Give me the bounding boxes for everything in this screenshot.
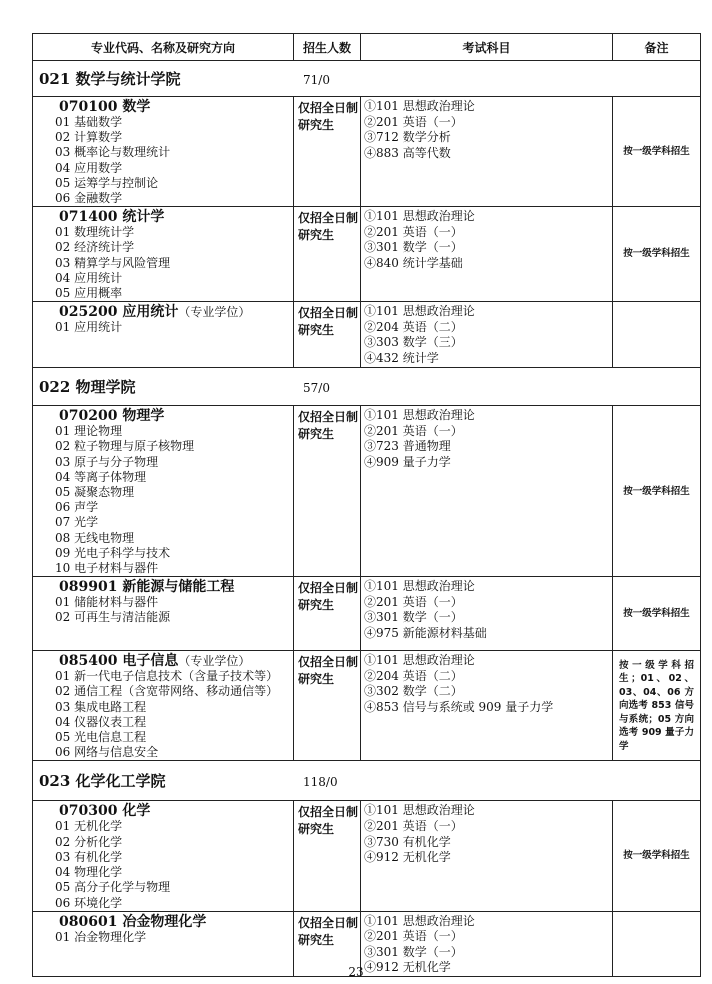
header-major: 专业代码、名称及研究方向 [33, 34, 294, 61]
page-number: 23 [348, 965, 364, 979]
major-row [33, 302, 701, 368]
exam-subject: ④840 统计学基础 [364, 256, 463, 270]
exam-subject: ②201 英语（一） [364, 114, 463, 129]
note: 按一级学科招生 [613, 406, 701, 577]
research-direction: 01 新一代电子信息技术（含量子技术等） [55, 669, 279, 684]
exam-subject: ②201 英语（一） [364, 594, 463, 609]
enrollment-type: 仅招全日制研究生 [294, 651, 361, 761]
major-name: 统计学 [122, 209, 165, 226]
exam-subject: ①101 思想政治理论 [364, 913, 475, 928]
exam-subject: ①101 思想政治理论 [364, 653, 475, 668]
major-row [33, 97, 701, 207]
major-code: 085400 [59, 653, 118, 670]
enrollment-type: 仅招全日制研究生 [294, 406, 361, 577]
exam-subject: ③712 数学分析 [364, 130, 451, 145]
header-count: 招生人数 [294, 34, 361, 61]
research-direction: 01 理论物理 [55, 424, 123, 439]
exam-subject: ②201 英语（一） [364, 819, 463, 834]
exam-subject: ③730 有机化学 [364, 834, 451, 849]
enrollment-type: 仅招全日制研究生 [294, 302, 361, 368]
college-count: 71/0 [303, 73, 330, 87]
exam-subject: ①101 思想政治理论 [364, 304, 475, 319]
research-direction: 04 应用数学 [55, 160, 123, 175]
exam-subject: ④883 高等代数 [364, 145, 451, 160]
research-direction: 03 原子与分子物理 [55, 454, 159, 469]
research-direction: 01 储能材料与器件 [55, 595, 159, 610]
major-code: 025200 [59, 304, 118, 321]
exam-subject: ④975 新能源材料基础 [364, 626, 487, 641]
admission-table [32, 33, 701, 977]
exam-subject: ①101 思想政治理论 [364, 803, 475, 818]
major-row [33, 406, 701, 577]
research-direction: 03 有机化学 [55, 849, 123, 864]
major-title [59, 653, 293, 669]
exam-subject: ②201 英语（一） [364, 224, 463, 239]
research-direction: 06 网络与信息安全 [55, 745, 159, 760]
major-title [59, 304, 293, 320]
research-direction: 01 基础数学 [55, 115, 123, 129]
note: 按一级学科招生 [613, 801, 701, 911]
research-direction: 03 精算学与风险管理 [55, 255, 171, 270]
exam-subject: ④853 信号与系统或 909 量子力学 [364, 700, 554, 715]
research-direction: 02 粒子物理与原子核物理 [55, 439, 195, 454]
exam-subject: ②204 英语（二） [364, 319, 463, 334]
enrollment-type: 仅招全日制研究生 [294, 577, 361, 651]
research-direction: 06 环境化学 [55, 895, 123, 910]
research-direction: 02 经济统计学 [55, 240, 135, 255]
research-direction: 04 等离子体物理 [55, 469, 147, 484]
exam-subject: ③302 数学（二） [364, 684, 463, 699]
header-notes: 备注 [613, 34, 701, 61]
enrollment-type: 仅招全日制研究生 [294, 801, 361, 911]
major-name: 化学 [122, 803, 151, 820]
exam-subject: ③301 数学（一） [364, 610, 463, 625]
note: 按一级学科招生 [613, 577, 701, 651]
major-degree-type: （专业学位） [178, 305, 251, 320]
research-direction: 02 分析化学 [55, 834, 123, 849]
major-name: 数学 [122, 99, 151, 115]
major-title [59, 209, 293, 225]
college-row [33, 761, 701, 801]
major-row [33, 207, 701, 302]
table-header [33, 34, 701, 61]
research-direction: 05 凝聚态物理 [55, 485, 135, 500]
major-title [59, 803, 293, 819]
college-row [33, 61, 701, 97]
research-direction: 02 可再生与清洁能源 [55, 610, 171, 625]
note: 按一级学科招生；01、02、03、04、06 方向选考 853 信号与系统；05 方向选考 909 量子力学 [613, 651, 701, 761]
research-direction: 04 仪器仪表工程 [55, 714, 147, 729]
college-count: 57/0 [303, 381, 330, 396]
exam-subject: ②201 英语（一） [364, 423, 463, 438]
research-direction: 01 应用统计 [55, 320, 123, 335]
major-name: 物理学 [122, 408, 165, 425]
exam-subject: ③723 普通物理 [364, 439, 451, 454]
research-direction: 05 光电信息工程 [55, 730, 147, 745]
exam-subject: ③301 数学（一） [364, 240, 463, 255]
exam-subject: ④432 统计学 [364, 351, 439, 366]
major-name: 新能源与储能工程 [122, 579, 235, 596]
major-title [59, 99, 293, 115]
note: 按一级学科招生 [613, 97, 701, 207]
enrollment-type: 仅招全日制研究生 [294, 911, 361, 976]
major-name: 冶金物理化学 [122, 913, 207, 930]
research-direction: 08 无线电物理 [55, 530, 135, 545]
major-title [59, 579, 293, 595]
research-direction: 03 概率论与数理统计 [55, 145, 171, 160]
research-direction: 06 声学 [55, 500, 99, 515]
exam-subject: ③301 数学（一） [364, 944, 463, 959]
major-row [33, 801, 701, 911]
major-name: 电子信息 [122, 653, 179, 670]
college-name: 022 物理学院 [39, 378, 136, 397]
research-direction: 04 物理化学 [55, 865, 123, 880]
research-direction: 05 运筹学与控制论 [55, 175, 159, 190]
research-direction: 03 集成电路工程 [55, 699, 147, 714]
major-degree-type: （专业学位） [178, 654, 251, 669]
header-subjects: 考试科目 [361, 34, 613, 61]
exam-subject: ④912 无机化学 [364, 850, 451, 865]
major-code: 080601 [59, 913, 118, 930]
college-name: 023 化学化工学院 [39, 772, 166, 791]
exam-subject: ①101 思想政治理论 [364, 99, 475, 113]
research-direction: 10 电子材料与器件 [55, 561, 159, 576]
research-direction: 01 数理统计学 [55, 225, 135, 240]
exam-subject: ②204 英语（二） [364, 668, 463, 683]
college-name: 021 数学与统计学院 [39, 70, 181, 88]
note: 按一级学科招生 [613, 207, 701, 302]
exam-subject: ④912 无机化学 [364, 960, 451, 975]
research-direction: 02 通信工程（含宽带网络、移动通信等） [55, 684, 279, 699]
research-direction: 05 高分子化学与物理 [55, 880, 171, 895]
major-name: 应用统计 [122, 304, 179, 321]
research-direction: 04 应用统计 [55, 270, 123, 285]
enrollment-type: 仅招全日制研究生 [294, 207, 361, 302]
major-code: 089901 [59, 579, 118, 596]
research-direction: 07 光学 [55, 515, 99, 530]
exam-subject: ①101 思想政治理论 [364, 579, 475, 594]
major-code: 070300 [59, 803, 118, 820]
note [613, 302, 701, 368]
major-row [33, 651, 701, 761]
research-direction: 05 应用概率 [55, 286, 123, 301]
major-row [33, 577, 701, 651]
college-count: 118/0 [303, 775, 338, 790]
research-direction: 06 金融数学 [55, 191, 123, 206]
major-title [59, 914, 293, 930]
college-row [33, 368, 701, 406]
major-title [59, 408, 293, 424]
exam-subject: ③303 数学（三） [364, 335, 463, 350]
enrollment-type: 仅招全日制研究生 [294, 97, 361, 207]
major-code: 071400 [59, 209, 118, 226]
research-direction: 02 计算数学 [55, 130, 123, 145]
exam-subject: ④909 量子力学 [364, 455, 451, 470]
research-direction: 09 光电子科学与技术 [55, 545, 171, 560]
exam-subject: ①101 思想政治理论 [364, 408, 475, 423]
major-code: 070100 [59, 99, 118, 115]
exam-subject: ②201 英语（一） [364, 929, 463, 944]
research-direction: 01 无机化学 [55, 819, 123, 834]
exam-subject: ①101 思想政治理论 [364, 209, 475, 224]
major-code: 070200 [59, 408, 118, 425]
research-direction: 01 冶金物理化学 [55, 929, 147, 944]
